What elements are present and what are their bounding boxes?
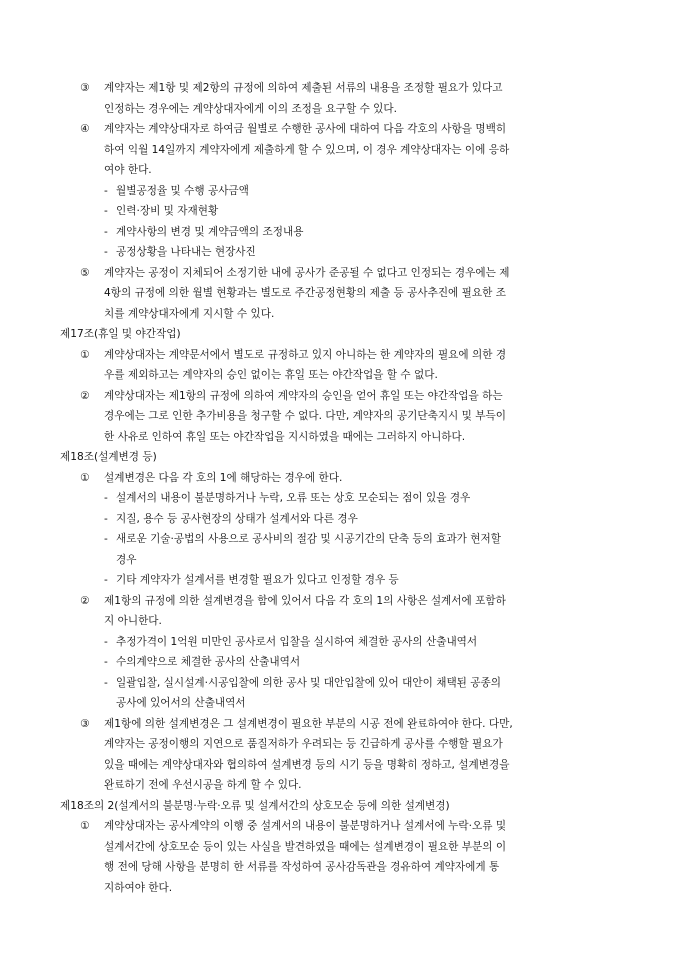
- paragraph-number: ①: [80, 348, 90, 361]
- dash-marker: -: [104, 656, 108, 668]
- paragraph-line: 설계서간에 상호모순 등이 있는 사실을 발견하였을 때에는 설계변경이 필요한 부분의 이: [104, 840, 507, 853]
- paragraph-line: 설계변경은 다음 각 호의 1에 해당하는 경우에 한다.: [104, 471, 343, 484]
- paragraph-line: 여야 한다.: [104, 164, 152, 176]
- paragraph-line: 계약상대자는 공사계약의 이행 중 설계서의 내용이 불분명하거나 설계서에 누락·오류 및: [104, 820, 507, 832]
- bullet-item: [60, 488, 652, 509]
- dash-marker: -: [104, 512, 108, 525]
- paragraph-line: 우를 제외하고는 계약자의 승인 없이는 휴일 또는 야간작업을 할 수 없다.: [104, 369, 438, 381]
- bullet-item: [60, 529, 652, 570]
- numbered-paragraph: [60, 78, 652, 119]
- paragraph-number: ③: [80, 82, 90, 94]
- bullet-item: [60, 222, 652, 243]
- article-heading: 제18조(설계변경 등): [60, 451, 157, 463]
- bullet-text: 기타 계약자가 설계서를 변경할 필요가 있다고 인정할 경우 등: [116, 574, 399, 586]
- numbered-paragraph: [60, 816, 652, 898]
- bullet-text: 인력·장비 및 자재현황: [116, 205, 219, 217]
- bullet-item: [60, 201, 652, 222]
- paragraph-line: 인정하는 경우에는 계약상대자에게 이의 조정을 요구할 수 있다.: [104, 102, 398, 115]
- bullet-text: 공정상황을 나타내는 현장사진: [116, 246, 256, 258]
- bullet-text: 설계서의 내용이 불분명하거나 누락, 오류 또는 상호 모순되는 점이 있을 경우: [116, 492, 471, 504]
- bullet-text: 월별공정율 및 수행 공사금액: [116, 184, 249, 197]
- bullet-text: 일괄입찰, 실시설계·시공입찰에 의한 공사 및 대안입찰에 있어 대안이 채택된 공종의: [116, 676, 501, 689]
- paragraph-number: ②: [80, 594, 90, 607]
- paragraph-line: 있을 때에는 계약상대자와 협의하여 설계변경 등의 시기 등을 명확히 정하고, 설계변경을: [104, 758, 510, 771]
- paragraph-line: 4항의 규정에 의한 월별 현황과는 별도로 주간공정현황의 제출 등 공사추진에 필요한 조: [104, 287, 506, 299]
- contract-text: [60, 78, 652, 898]
- paragraph-line: 하여 익월 14일까지 계약자에게 제출하게 할 수 있으며, 이 경우 계약상대자는 이에 응하: [104, 143, 510, 156]
- dash-marker: -: [104, 184, 108, 197]
- paragraph-line: 계약상대자는 계약문서에서 별도로 규정하고 있지 아니하는 한 계약자의 필요에 의한 경: [104, 348, 507, 361]
- bullet-text: 경우: [116, 553, 137, 566]
- bullet-item: [60, 242, 652, 263]
- bullet-text: 계약사항의 변경 및 계약금액의 조정내용: [116, 225, 304, 238]
- bullet-item: [60, 652, 652, 673]
- article-heading: 제18조의 2(설계서의 불분명·누락·오류 및 설계서간의 상호모순 등에 의한 설계변경): [60, 799, 450, 812]
- paragraph-line: 제1항의 규정에 의한 설계변경을 함에 있어서 다음 각 호의 1의 사항은 설계서에 포함하: [104, 594, 506, 607]
- bullet-text: 수의계약으로 체결한 공사의 산출내역서: [116, 656, 301, 668]
- bullet-text: 지질, 용수 등 공사현장의 상태가 설계서와 다른 경우: [116, 512, 358, 525]
- paragraph-line: 지하여야 한다.: [104, 881, 173, 894]
- bullet-item: [60, 509, 652, 530]
- numbered-paragraph: [60, 591, 652, 632]
- paragraph-line: 계약자는 제1항 및 제2항의 규정에 의하여 제출된 서류의 내용을 조정할 필요가 있다고: [104, 82, 503, 94]
- dash-marker: -: [104, 492, 108, 504]
- bullet-text: 새로운 기술·공법의 사용으로 공사비의 절감 및 시공기간의 단축 등의 효과가 현저할: [116, 533, 501, 545]
- paragraph-line: 경우에는 그로 인한 추가비용을 청구할 수 없다. 다만, 계약자의 공기단축지시 및 부득이: [104, 410, 506, 422]
- bullet-item: [60, 570, 652, 591]
- numbered-paragraph: [60, 386, 652, 448]
- dash-marker: -: [104, 205, 108, 217]
- paragraph-line: 계약상대자는 제1항의 규정에 의하여 계약자의 승인을 얻어 휴일 또는 야간작업을 하는: [104, 389, 503, 402]
- paragraph-line: 제1항에 의한 설계변경은 그 설계변경이 필요한 부분의 시공 전에 완료하여야 한다. 다만,: [104, 717, 513, 730]
- paragraph-line: 계약자는 공정이행의 지연으로 품질저하가 우려되는 등 긴급하게 공사를 수행할 필요가: [104, 738, 503, 750]
- paragraph-number: ⑤: [80, 266, 90, 279]
- dash-marker: -: [104, 533, 108, 545]
- paragraph-line: 계약자는 계약상대자로 하여금 월별로 수행한 공사에 대하여 다음 각호의 사항을 명백히: [104, 123, 507, 135]
- paragraph-number: ③: [80, 717, 90, 730]
- paragraph-number: ②: [80, 389, 90, 402]
- dash-marker: -: [104, 676, 108, 689]
- paragraph-line: 지 아니한다.: [104, 615, 162, 627]
- paragraph-line: 완료하기 전에 우선시공을 하게 할 수 있다.: [104, 779, 302, 791]
- dash-marker: -: [104, 635, 108, 648]
- paragraph-number: ④: [80, 123, 90, 135]
- numbered-paragraph: [60, 263, 652, 325]
- bullet-text: 공사에 있어서의 산출내역서: [116, 697, 246, 709]
- dash-marker: -: [104, 246, 108, 258]
- paragraph-line: 계약자는 공정이 지체되어 소정기한 내에 공사가 준공될 수 없다고 인정되는 경우에는 제: [104, 266, 510, 279]
- numbered-paragraph: [60, 468, 652, 489]
- paragraph-line: 한 사유로 인하여 휴일 또는 야간작업을 지시하였을 때에는 그러하지 아니하다.: [104, 430, 466, 443]
- bullet-text: 추정가격이 1억원 미만인 공사로서 입찰을 실시하여 체결한 공사의 산출내역서: [116, 635, 478, 648]
- numbered-paragraph: [60, 119, 652, 181]
- numbered-paragraph: [60, 714, 652, 796]
- dash-marker: -: [104, 574, 108, 586]
- article-heading: 제17조(휴일 및 야간작업): [60, 328, 181, 340]
- paragraph-number: ①: [80, 471, 90, 484]
- paragraph-number: ①: [80, 820, 90, 832]
- dash-marker: -: [104, 225, 108, 238]
- bullet-item: [60, 632, 652, 653]
- bullet-item: [60, 673, 652, 714]
- paragraph-line: 행 전에 당해 사항을 분명히 한 서류를 작성하여 공사감독관을 경유하여 계약자에게 통: [104, 861, 500, 873]
- numbered-paragraph: [60, 345, 652, 386]
- paragraph-line: 치를 계약상대자에게 지시할 수 있다.: [104, 307, 275, 320]
- bullet-item: [60, 181, 652, 202]
